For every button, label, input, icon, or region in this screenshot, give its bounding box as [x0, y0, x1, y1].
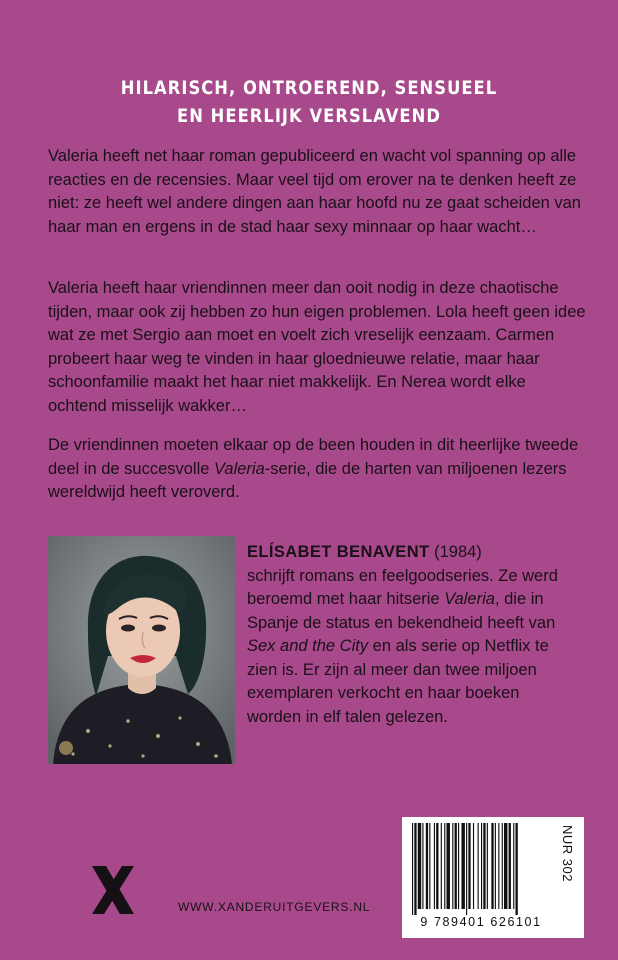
headline-line-1: HILARISCH, ONTROEREND, SENSUEEL: [120, 77, 498, 99]
barcode-digits: 9 789401 626101: [420, 915, 542, 929]
blurb-paragraph-1: Valeria heeft net haar roman gepubliceerd en wacht vol spanning op alle reacties en de recensies. Maar veel tijd om erover na te denken heeft ze niet: ze heeft wel andere dingen aan haar hoofd nu ze gaat scheiden van haar man en ergens in de stad haar sexy minnaar op haar wacht…: [48, 147, 581, 236]
barcode-bar: [498, 823, 499, 909]
barcode-bar: [495, 823, 496, 909]
barcode-bar: [461, 823, 464, 909]
barcode: [402, 817, 584, 938]
barcode-bar: [434, 823, 435, 909]
barcode-bar: [491, 823, 493, 909]
barcode-bar: [458, 823, 459, 909]
barcode-bar: [447, 823, 450, 909]
bio-show-title: Sex and the City: [247, 637, 369, 655]
p3-text-before: De vriendinnen moeten elkaar op de been houden in dit heerlijke tweede deel in de succesvolle: [48, 436, 579, 478]
barcode-bar: [441, 823, 442, 909]
author-birth-year: (1984): [429, 543, 482, 561]
barcode-bar: [436, 823, 438, 909]
barcode-bar: [504, 823, 507, 909]
bio-text-2: , die in Spanje de status en bekendheid heeft van: [247, 590, 556, 632]
barcode-bar: [418, 823, 421, 909]
barcode-bar: [483, 823, 485, 909]
barcode-bar: [502, 823, 503, 909]
barcode-bar: [509, 823, 511, 909]
p3-text-after: -serie, die de harten van miljoenen lezers wereldwijd heeft veroverd.: [48, 459, 567, 501]
barcode-bar: [444, 823, 445, 909]
author-name: ELÍSABET BENAVENT: [247, 543, 430, 561]
headline-line-2: EN HEERLIJK VERSLAVEND: [177, 105, 441, 127]
nur-code: NUR 302: [560, 825, 575, 882]
barcode-bar: [414, 823, 416, 915]
barcode-bar: [481, 823, 482, 909]
author-photo: [48, 536, 235, 764]
barcode-bar: [478, 823, 479, 909]
p3-series-title: Valeria: [214, 459, 265, 478]
barcode-bars: [410, 823, 560, 915]
barcode-bar: [513, 823, 514, 909]
author-bio: [247, 541, 577, 729]
barcode-bar: [429, 823, 430, 909]
barcode-bar: [516, 823, 518, 915]
bio-text-1: schrijft romans en feelgoodseries. Ze werd beroemd met haar hitserie: [247, 566, 558, 608]
barcode-bar: [487, 823, 488, 909]
author-portrait-illustration: [48, 536, 235, 764]
barcode-bar: [466, 823, 467, 915]
barcode-bar: [452, 823, 453, 909]
barcode-bar: [422, 823, 423, 909]
xander-logo: [88, 862, 138, 918]
barcode-bar: [473, 823, 474, 909]
blurb-paragraph-2: Valeria heeft haar vriendinnen meer dan ooit nodig in deze chaotische tijden, maar ook zij hebben zo hun eigen problemen. Lola heeft geen idee wat ze met Sergio aan moet en voelt zich vreselijk eenzaam. Carmen probeert haar weg te vinden in haar gloednieuwe relatie, maar haar schoonfamilie maakt het haar niet makkelijk. En Nerea wordt elke ochtend misselijk wakker…: [48, 279, 586, 415]
blurb-paragraph-3: [48, 434, 588, 505]
barcode-bar: [412, 823, 413, 915]
barcode-bar: [468, 823, 470, 909]
barcode-bar: [455, 823, 457, 909]
headline: [43, 74, 574, 130]
barcode-bar: [426, 823, 428, 909]
bio-series-title: Valeria: [444, 590, 495, 608]
bio-text-3: en als serie op Netflix te zien is. Er zijn al meer dan twee miljoen exemplaren verkocht en haar boeken worden in elf talen gelezen.: [247, 637, 549, 726]
publisher-website: WWW.XANDERUITGEVERS.NL: [178, 900, 371, 914]
